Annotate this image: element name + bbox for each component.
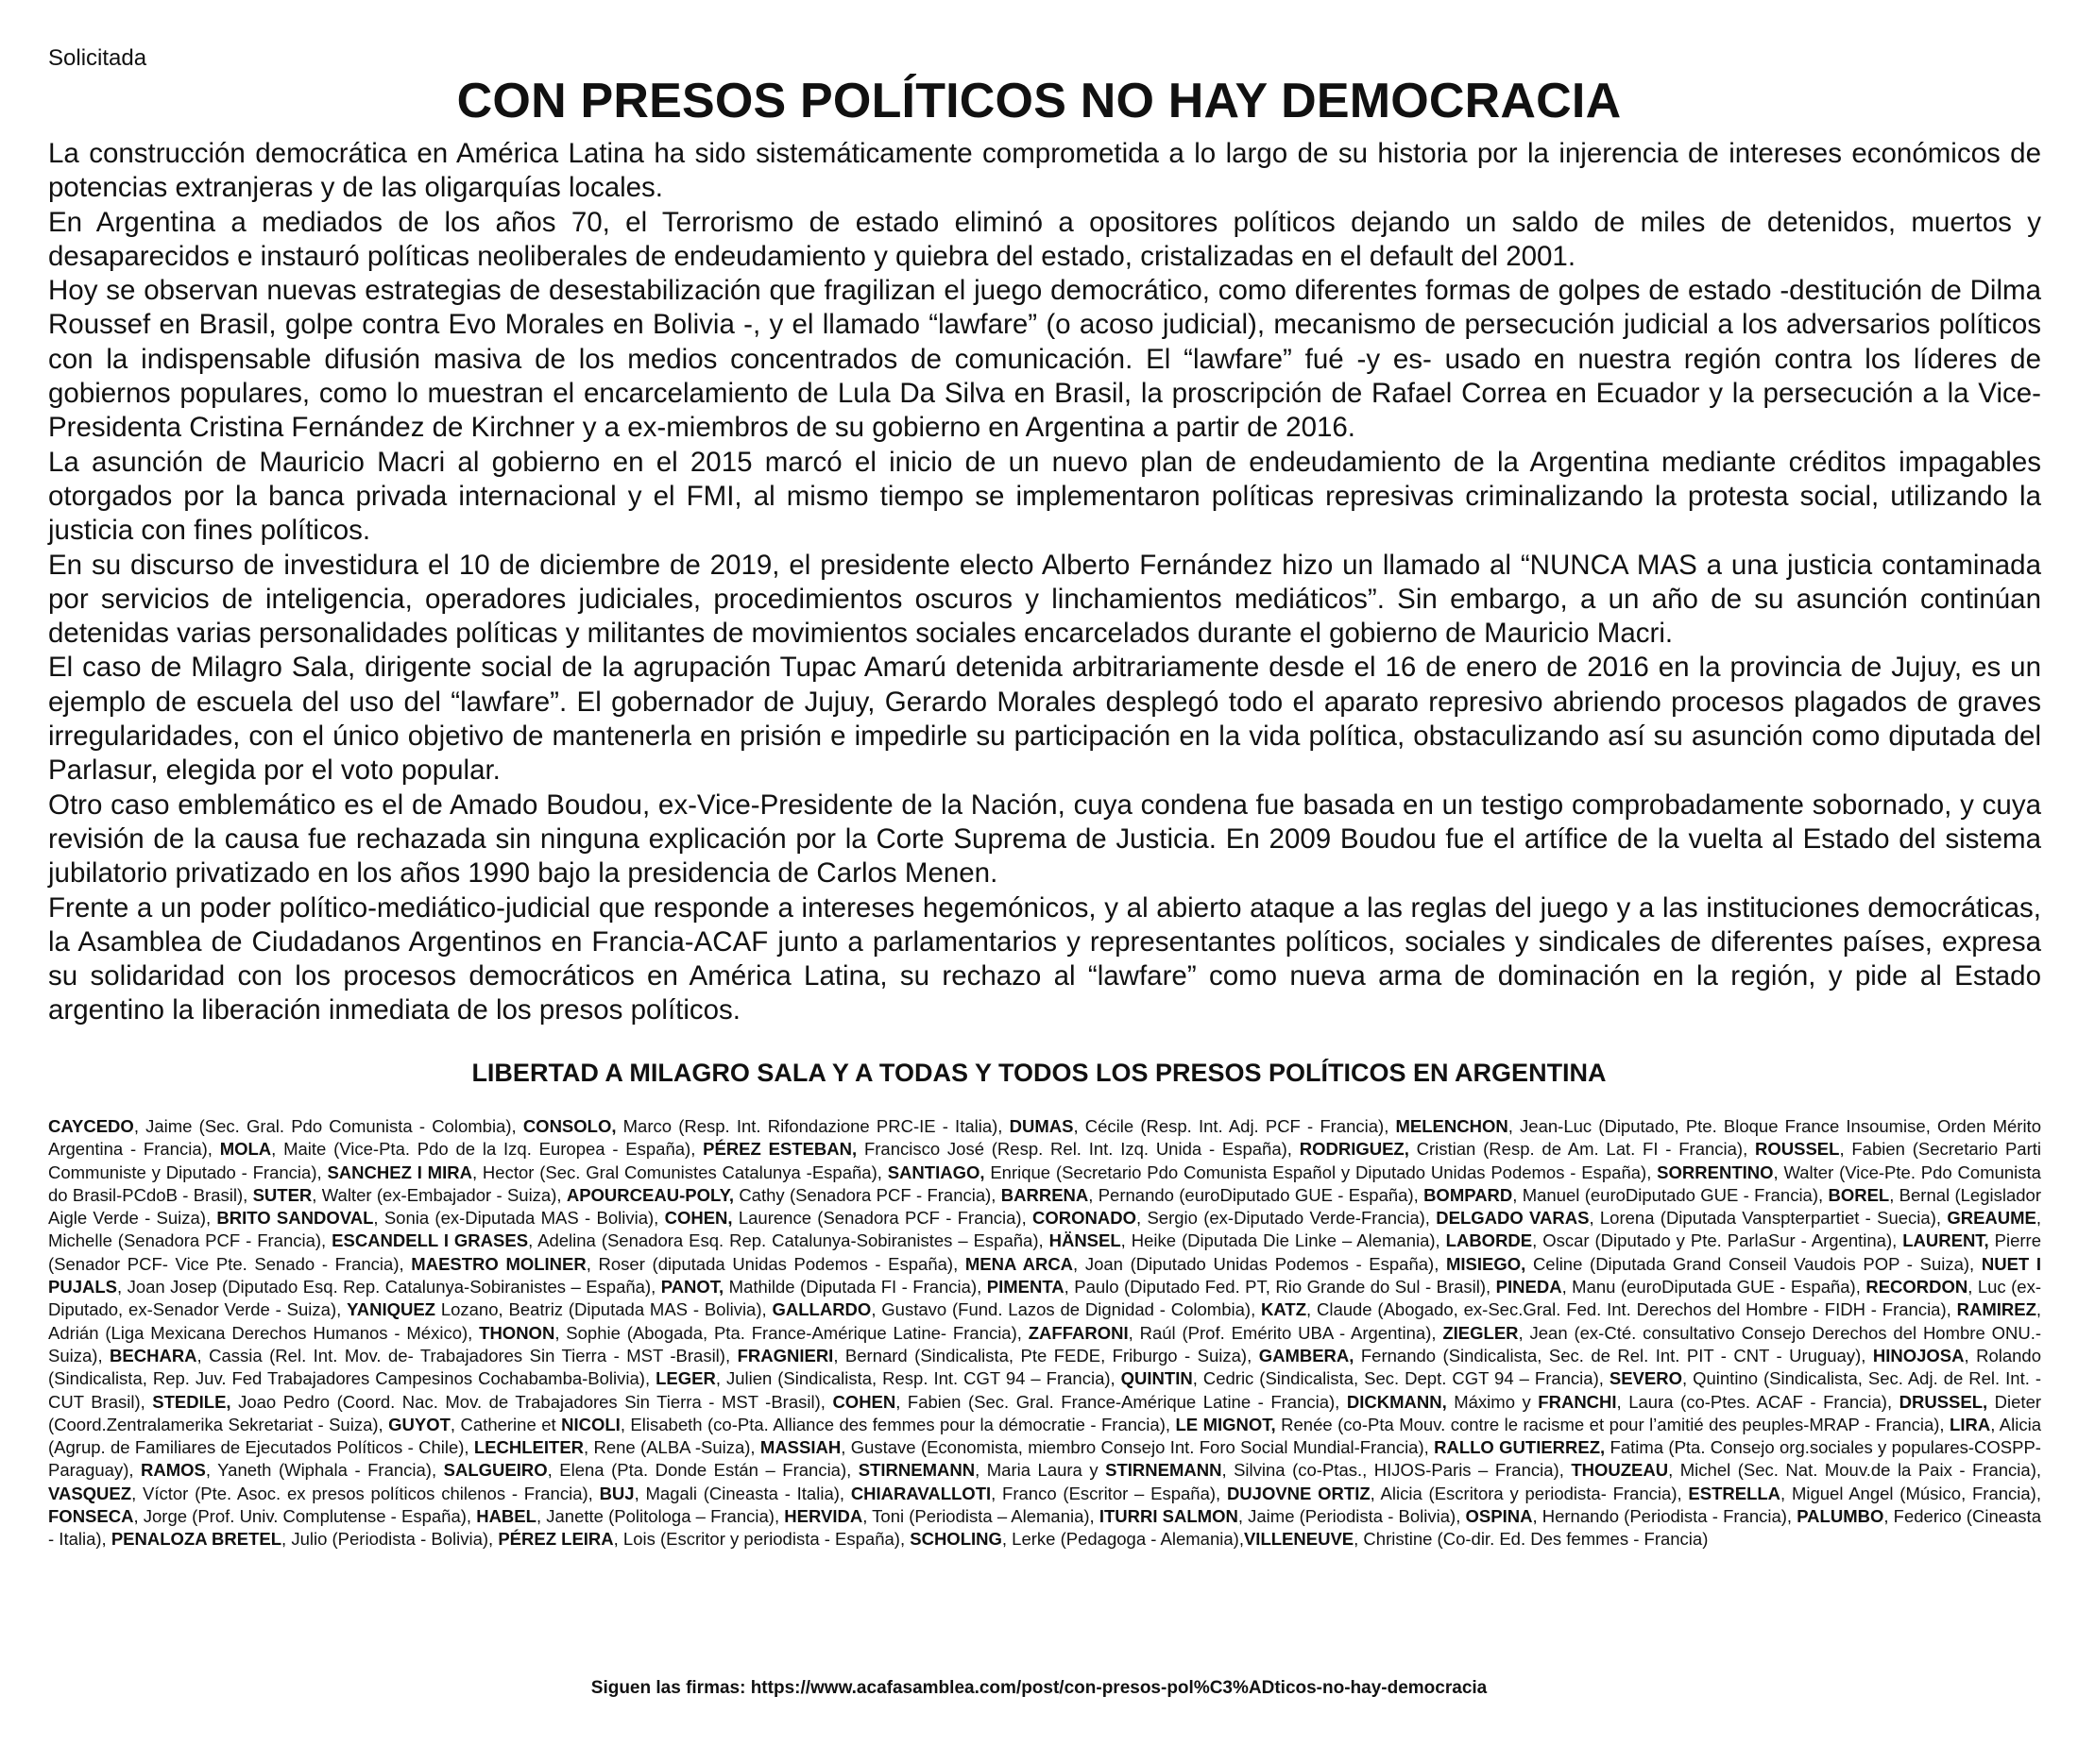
signer-entry <box>703 1139 1300 1159</box>
signer-affiliation: Cathy (Senadora PCF - Francia), <box>734 1184 1001 1205</box>
signer-affiliation: , Adrián (Liga Mexicana Derechos Humanos - México), <box>48 1299 2042 1343</box>
signer-affiliation: , Hector (Sec. Gral Comunistes Catalunya -España), <box>471 1162 888 1182</box>
signer-affiliation: Máximo y <box>1446 1391 1539 1412</box>
signer-affiliation: , Adelina (Senadora Esq. Rep. Catalunya-Sobiranistes – España), <box>528 1230 1049 1251</box>
signer-name: LECHLEITER <box>473 1437 585 1458</box>
signer-name: BRITO SANDOVAL <box>216 1208 374 1229</box>
signer-affiliation: , Elena (Pta. Donde Están – Francia), <box>547 1460 859 1481</box>
signer-entry <box>851 1484 1227 1503</box>
signer-entry <box>216 1208 664 1228</box>
signer-name: FRANCHI <box>1538 1391 1617 1412</box>
signer-name: YANIQUEZ <box>347 1299 435 1320</box>
signer-name: STIRNEMANN <box>858 1460 976 1481</box>
signer-entry <box>772 1299 1261 1319</box>
signer-name: MOLA <box>219 1139 272 1160</box>
signer-entry <box>965 1254 1446 1274</box>
signer-affiliation: , Luc (ex-Diputado, ex-Senador Verde - Suiza), <box>48 1277 2042 1320</box>
signer-affiliation: , Gustave (Economista, miembro Consejo Int. Foro Social Mundial-Francia), <box>841 1437 1435 1458</box>
signer-name: STIRNEMANN <box>1105 1460 1222 1481</box>
signer-name: ESCANDELL I GRASES <box>332 1230 529 1251</box>
signer-entry <box>1300 1139 1755 1159</box>
signer-entry <box>888 1162 1657 1182</box>
signer-entry <box>665 1208 1032 1228</box>
signer-affiliation: Joao Pedro (Coord. Nac. Mov. de Trabajadores Sin Tierra - MST -Brasil), <box>230 1391 833 1412</box>
signer-name: PINEDA <box>1495 1277 1562 1298</box>
signer-entry <box>152 1392 832 1412</box>
signer-affiliation: , Sophie (Abogada, Pta. France-Amérique Latine- Francia), <box>554 1322 1029 1343</box>
signer-name: RAMIREZ <box>1956 1299 2036 1320</box>
signer-entry <box>1423 1185 1828 1205</box>
headline: CON PRESOS POLÍTICOS NO HAY DEMOCRACIA <box>456 74 1622 128</box>
signer-name: VILLENEUVE <box>1243 1529 1354 1550</box>
body-paragraph: La asunción de Mauricio Macri al gobierno en el 2015 marcó el inicio de un nuevo plan de endeudamiento de la Argentina mediante créditos impagables otorgados por la banca privada internacional y el FMI, al mismo tiempo se implementaron políticas represivas criminalizando la protesta social, utilizando la justicia con fines políticos. <box>48 446 2041 547</box>
signer-affiliation: , Janette (Politologa – Francia), <box>536 1506 785 1527</box>
signer-affiliation: , Lerke (Pedagoga - Alemania), <box>1001 1529 1244 1550</box>
signer-name: CORONADO <box>1032 1208 1137 1229</box>
signer-affiliation: , Víctor (Pte. Asoc. ex presos políticos chilenos - Francia), <box>131 1483 600 1503</box>
signer-name: BOREL <box>1828 1184 1890 1205</box>
signer-name: ESTRELLA <box>1688 1483 1781 1503</box>
signer-entry <box>1496 1277 1866 1297</box>
signer-affiliation: , Manuel (euroDiputado GUE - Francia), <box>1512 1184 1829 1205</box>
signer-affiliation: Laurence (Senadora PCF - Francia), <box>732 1208 1033 1229</box>
signer-name: PÉREZ LEIRA <box>498 1529 614 1550</box>
signer-name: MISIEGO, <box>1446 1253 1526 1274</box>
signer-affiliation: , Alicia (Agrup. de Familiares de Ejecutados Políticos - Chile), <box>48 1414 2042 1458</box>
signer-affiliation: , Yaneth (Wiphala - Francia), <box>205 1460 444 1481</box>
signer-name: RAMOS <box>141 1460 206 1481</box>
signer-name: COHEN <box>832 1391 896 1412</box>
signer-name: SANCHEZ I MIRA <box>327 1162 472 1182</box>
signer-name: BUJ <box>599 1483 635 1503</box>
signer-name: DUJOVNE ORTIZ <box>1226 1483 1371 1503</box>
signer-entry <box>1175 1415 1950 1434</box>
signer-entry <box>859 1460 1105 1480</box>
signer-entry <box>656 1368 1121 1388</box>
signer-affiliation: , Jaime (Sec. Gral. Pdo Comunista - Colombia), <box>133 1116 523 1136</box>
signer-affiliation: Enrique (Secretario Pdo Comunista Español y Diputado Unidas Podemos - España), <box>984 1162 1658 1182</box>
body-paragraph: El caso de Milagro Sala, dirigente social de la agrupación Tupac Amarú detenida arbitrariamente desde el 16 de enero de 2016 en la provincia de Jujuy, es un ejemplo de escuela del uso del “lawfare”. El gobernador de Jujuy, Gerardo Morales desplegó todo el aparato represivo abriendo procesos plagados de graves irregularidades, con el único objetivo de mantenerla en prisión e impedirle su participación en la vida política, obstaculizando así su asunción como diputada del Parlasur, elegida por el voto popular. <box>48 652 2041 787</box>
signer-affiliation: , Lorena (Diputada Vanspterpartiet - Suecia), <box>1589 1208 1948 1229</box>
signer-entry <box>48 1484 600 1503</box>
signer-affiliation: Pierre (Senador PCF- Vice Pte. Senado - Francia), <box>48 1230 2042 1274</box>
kicker-label: Solicitada <box>48 45 147 71</box>
signer-affiliation: , Federico (Cineasta - Italia), <box>48 1506 2041 1550</box>
signer-affiliation: Fernando (Sindicalista, Sec. de Rel. Int. PIT - CNT - Uruguay), <box>1354 1345 1873 1365</box>
body-paragraph: Otro caso emblemático es el de Amado Boudou, ex-Vice-Presidente de la Nación, cuya condena fue basada en un testigo comprobadamente sobornado, y cuya revisión de la causa fue rechazada sin ninguna explicación por la Corte Suprema de Justicia. En 2009 Boudou fue el artífice de la vuelta al Estado del sistema jubilatorio privatizado en los años 1990 bajo la presidencia de Carlos Menen. <box>48 789 2041 890</box>
signer-name: HERVIDA <box>784 1506 863 1527</box>
signer-affiliation: , Jean-Luc (Diputado, Pte. Bloque France Insoumise, Orden Mérito Argentina - Francia), <box>48 1116 2041 1160</box>
signer-entry <box>1571 1460 2041 1480</box>
signer-affiliation: , Joan Josep (Diputado Esq. Rep. Catalunya-Sobiranistes – España), <box>117 1277 661 1298</box>
signer-entry <box>141 1460 444 1480</box>
signer-affiliation: , Oscar (Diputado y Pte. ParlaSur - Argentina), <box>1532 1230 1903 1251</box>
signer-affiliation: , Quintino (Sindicalista, Sec. Adj. de Rel. Int. - CUT Brasil), <box>48 1368 2042 1412</box>
signer-name: SANTIAGO, <box>887 1162 985 1182</box>
signer-affiliation: , Manu (euroDiputada GUE - España), <box>1561 1277 1866 1298</box>
signer-name: CHIARAVALLOTI <box>850 1483 992 1503</box>
signer-affiliation: , Elisabeth (co-Pta. Alliance des femmes pour la démocratie - Francia), <box>620 1414 1176 1434</box>
signer-affiliation: , Joan (Diputado Unidas Podemos - España), <box>1073 1253 1446 1274</box>
signer-affiliation: , Walter (Vice-Pte. Pdo Comunista do Brasil-PCdoB - Brasil), <box>48 1162 2041 1205</box>
signer-name: ZIEGLER <box>1442 1322 1519 1343</box>
signer-entry <box>784 1506 1099 1526</box>
signer-affiliation: , Magali (Cineasta - Italia), <box>634 1483 851 1503</box>
signer-affiliation: , Roser (diputada Unidas Podemos - España), <box>586 1253 965 1274</box>
signer-affiliation: , Franco (Escritor – España), <box>991 1483 1227 1503</box>
signer-name: NUET I PUJALS <box>48 1253 2041 1298</box>
signer-entry <box>347 1299 772 1319</box>
signer-name: DUMAS <box>1009 1116 1074 1136</box>
signer-name: ROUSSEL <box>1755 1139 1840 1160</box>
signer-entry <box>327 1162 887 1182</box>
signer-name: HINOJOSA <box>1872 1345 1965 1365</box>
signer-name: DICKMANN, <box>1346 1391 1447 1412</box>
signer-entry <box>253 1185 567 1205</box>
signer-name: CAYCEDO <box>48 1116 134 1136</box>
signer-affiliation: , Miguel Angel (Músico, Francia), <box>1780 1483 2041 1503</box>
signer-name: THOUZEAU <box>1571 1460 1669 1481</box>
signer-name: STEDILE, <box>152 1391 231 1412</box>
signer-affiliation: , Cassia (Rel. Int. Mov. de- Trabajadores Sin Tierra - MST -Brasil), <box>196 1345 738 1365</box>
signer-name: PÉREZ ESTEBAN, <box>703 1139 858 1160</box>
signer-entry <box>661 1277 987 1297</box>
body-paragraph: Hoy se observan nuevas estrategias de desestabilización que fragilizan el juego democrático, como diferentes formas de golpes de estado -destitución de Dilma Roussef en Brasil, golpe contra Evo Morales en Bolivia -, y el llamado “lawfare” (o acoso judicial), mecanismo de persecución judicial a los adversarios políticos con la indispensable difusión masiva de los medios concentrados de comunicación. El “lawfare” fué -y es- usado en nuestra región contra los líderes de gobiernos populares, como lo muestran el encarcelamiento de Lula Da Silva en Brasil, la proscripción de Rafael Correa en Ecuador y la persecución a la Vice-Presidenta Cristina Fernández de Kirchner y a ex-miembros de su gobierno en Argentina a partir de 2016. <box>48 275 2041 444</box>
body-paragraph: Frente a un poder político-mediático-judicial que responde a intereses hegemónicos, y al abierto ataque a las reglas del juego y a las instituciones democráticas, la Asamblea de Ciudadanos Argentinos en Francia-ACAF junto a parlamentarios y representantes políticos, sociales y sindicales de diferentes países, expresa su solidaridad con los procesos democráticos en América Latina, su rechazo al “lawfare” como nueva arma de dominación en la región, y pide al Estado argentino la liberación inmediata de los presos políticos. <box>48 891 2041 1026</box>
signer-affiliation: , Hernando (Periodista - Francia), <box>1532 1506 1797 1527</box>
signer-name: VASQUEZ <box>48 1483 132 1503</box>
signer-name: FONSECA <box>48 1506 134 1527</box>
signer-affiliation: Cristian (Resp. de Am. Lat. FI - Francia), <box>1408 1139 1755 1160</box>
signer-affiliation: , Rene (ALBA -Suiza), <box>584 1437 760 1458</box>
signer-entry <box>1049 1230 1446 1250</box>
signer-entry <box>561 1415 1175 1434</box>
signer-name: RECORDON <box>1865 1277 1968 1298</box>
signer-affiliation: , Sergio (ex-Diputado Verde-Francia), <box>1136 1208 1437 1229</box>
body-paragraph: La construcción democrática en América Latina ha sido sistemáticamente comprometida a lo largo de su historia por la injerencia de intereses económicos de potencias extranjeras y de las oligarquías locales. <box>48 138 2041 204</box>
signer-affiliation: , Michelle (Senadora PCF - Francia), <box>48 1208 2042 1251</box>
signer-entry <box>476 1506 784 1526</box>
signer-entry <box>220 1139 703 1159</box>
signer-affiliation: , Jaime (Periodista - Bolivia), <box>1237 1506 1466 1527</box>
signer-affiliation: , Rolando (Sindicalista, Rep. Juv. Fed Trabajadores Campesinos Cochabamba-Bolivia), <box>48 1345 2042 1389</box>
signer-name: MAESTRO MOLINER <box>411 1253 587 1274</box>
signer-affiliation: , Raúl (Prof. Emérito UBA - Argentina), <box>1128 1322 1443 1343</box>
signer-affiliation: , Fabien (Secretario Parti Communiste y Diputado - Francia), <box>48 1139 2042 1182</box>
signer-affiliation: Celine (Diputada Grand Conseil Vaudois POP - Suiza), <box>1525 1253 1982 1274</box>
signer-name: PALUMBO <box>1797 1506 1884 1527</box>
signer-affiliation: , Bernal (Legislador Aigle Verde - Suiza), <box>48 1184 2041 1229</box>
signer-entry <box>498 1529 910 1549</box>
signer-entry <box>1227 1484 1688 1503</box>
signer-affiliation: , Toni (Periodista – Alemania), <box>862 1506 1099 1527</box>
signer-entry <box>987 1277 1496 1297</box>
signer-name: MENA ARCA <box>964 1253 1074 1274</box>
signer-name: THONON <box>479 1322 555 1343</box>
signer-entry <box>411 1254 965 1274</box>
signer-name: MASSIAH <box>759 1437 842 1458</box>
signer-entry <box>1010 1116 1396 1136</box>
signer-name: DRUSSEL, <box>1899 1391 1988 1412</box>
body-paragraph: En su discurso de investidura el 10 de diciembre de 2019, el presidente electo Alberto Fernández hizo un llamado al “NUNCA MAS a una justicia contaminada por servicios de inteligencia, operadores judiciales, procedimientos oscuros y linchamientos mediáticos”. Sin embargo, a un año de su asunción continúan detenidas varias personalidades políticas y militantes de movimientos sociales encarcelados durante el gobierno de Mauricio Macri. <box>48 549 2041 650</box>
signer-entry <box>1261 1299 1957 1319</box>
signer-affiliation: , Sonia (ex-Diputada MAS - Bolivia), <box>373 1208 665 1229</box>
signer-affiliation: , Gustavo (Fund. Lazos de Dignidad - Colombia), <box>871 1299 1262 1320</box>
signer-name: LE MIGNOT, <box>1175 1414 1276 1434</box>
signer-name: BOMPARD <box>1423 1184 1513 1205</box>
signer-name: GREAUME <box>1947 1208 2036 1229</box>
signer-name: QUINTIN <box>1120 1368 1193 1389</box>
signer-entry <box>332 1230 1048 1250</box>
signer-affiliation: , Julien (Sindicalista, Resp. Int. CGT 94 – Francia), <box>715 1368 1121 1389</box>
signer-entry <box>600 1484 851 1503</box>
signer-affiliation: , Maite (Vice-Pta. Pdo de la Izq. Europea - España), <box>271 1139 704 1160</box>
signer-entry <box>111 1529 499 1549</box>
signer-entry <box>1001 1185 1423 1205</box>
signer-entry <box>474 1437 760 1457</box>
signer-entry <box>1446 1254 1982 1274</box>
signer-entry <box>567 1185 1001 1205</box>
signer-entry <box>1688 1484 2041 1503</box>
signer-entry <box>1105 1460 1571 1480</box>
signer-affiliation: , Silvina (co-Ptas., HIJOS-Paris – Francia), <box>1221 1460 1572 1481</box>
signer-affiliation: Renée (co-Pta Mouv. contre le racisme et pour l’amitié des peuples-MRAP - Francia), <box>1275 1414 1950 1434</box>
signer-name: KATZ <box>1261 1299 1306 1320</box>
signer-name: GALLARDO <box>772 1299 872 1320</box>
signer-entry <box>1032 1208 1436 1228</box>
signer-name: BECHARA <box>110 1345 197 1365</box>
signer-name: GUYOT <box>388 1414 451 1434</box>
signer-name: SUTER <box>252 1184 313 1205</box>
signer-name: HABEL <box>476 1506 537 1527</box>
signer-name: DELGADO VARAS <box>1436 1208 1590 1229</box>
signer-name: LABORDE <box>1445 1230 1533 1251</box>
body-text <box>48 137 2041 1028</box>
signer-affiliation: , Cedric (Sindicalista, Sec. Dept. CGT 94 – Francia), <box>1192 1368 1610 1389</box>
signer-name: SEVERO <box>1609 1368 1682 1389</box>
signer-affiliation: Lozano, Beatriz (Diputada MAS - Bolivia), <box>434 1299 773 1320</box>
signer-name: LEGER <box>656 1368 716 1389</box>
signer-entry <box>832 1392 1346 1412</box>
signer-name: LAURENT, <box>1902 1230 1989 1251</box>
signer-name: MELENCHON <box>1395 1116 1508 1136</box>
body-paragraph: En Argentina a mediados de los años 70, el Terrorismo de estado eliminó a opositores políticos dejando un saldo de miles de detenidos, muertos y desaparecidos e instauró políticas neoliberales de endeudamiento y quiebra del estado, cristalizadas en el default del 2001. <box>48 206 2041 272</box>
signer-affiliation: , Claude (Abogado, ex-Sec.Gral. Fed. Int. Derechos del Hombre - FIDH - Francia), <box>1306 1299 1957 1320</box>
signer-name: SALGUEIRO <box>443 1460 548 1481</box>
signer-entry <box>1436 1208 1947 1228</box>
slogan-heading: LIBERTAD A MILAGRO SALA Y A TODAS Y TODOS LOS PRESOS POLÍTICOS EN ARGENTINA <box>471 1059 1607 1087</box>
signer-name: CONSOLO, <box>522 1116 617 1136</box>
signer-affiliation: , Jean (ex-Cté. consultativo Consejo Derechos del Hombre ONU.- Suiza), <box>48 1322 2041 1365</box>
signer-affiliation: , Catherine et <box>450 1414 562 1434</box>
signer-affiliation: Francisco José (Resp. Rel. Int. Izq. Unida - España), <box>857 1139 1300 1160</box>
signer-affiliation: , Paulo (Diputado Fed. PT, Rio Grande do Sul - Brasil), <box>1064 1277 1496 1298</box>
signer-entry <box>110 1346 738 1365</box>
signer-affiliation: , Laura (co-Ptes. ACAF - Francia), <box>1616 1391 1899 1412</box>
signer-affiliation: , Pernando (euroDiputado GUE - España), <box>1088 1184 1424 1205</box>
signer-affiliation: , Lois (Escritor y periodista - España), <box>613 1529 911 1550</box>
signer-entry <box>1029 1323 1443 1343</box>
signer-affiliation: , Alicia (Escritora y periodista- Francia), <box>1370 1483 1689 1503</box>
signer-name: BARRENA <box>1000 1184 1089 1205</box>
signer-entry <box>1259 1346 1873 1365</box>
signer-entry <box>1538 1392 1899 1412</box>
signer-name: SCHOLING <box>910 1529 1002 1550</box>
signer-name: RALLO GUTIERREZ, <box>1434 1437 1606 1458</box>
signer-affiliation: , Christine (Co-dir. Ed. Des femmes - Francia) <box>1354 1529 1709 1550</box>
signer-affiliation: Fatima (Pta. Consejo org.sociales y populares-COSPP- Paraguay), <box>48 1437 2041 1481</box>
signers-list <box>48 1115 2041 1552</box>
signer-affiliation: , Jorge (Prof. Univ. Complutense - España), <box>133 1506 477 1527</box>
signer-name: PENALOZA BRETEL <box>111 1529 282 1550</box>
signer-entry <box>760 1437 1434 1457</box>
signer-entry <box>1446 1230 1903 1250</box>
signer-entry <box>1244 1529 1708 1549</box>
signer-affiliation: , Fabien (Sec. Gral. France-Amérique Latine - Francia), <box>895 1391 1347 1412</box>
signer-name: RODRIGUEZ, <box>1299 1139 1409 1160</box>
signer-name: LIRA <box>1950 1414 1991 1434</box>
signer-name: FRAGNIERI <box>737 1345 834 1365</box>
signer-entry <box>388 1415 561 1434</box>
signer-affiliation: , Michel (Sec. Nat. Mouv.de la Paix - Francia), <box>1668 1460 2041 1481</box>
signer-name: NICOLI <box>561 1414 621 1434</box>
signer-name: HÄNSEL <box>1048 1230 1121 1251</box>
signer-affiliation: Dieter (Coord.Zentralamerika Sekretariat - Suiza), <box>48 1391 2042 1434</box>
signer-name: PANOT, <box>660 1277 724 1298</box>
signer-entry <box>48 1506 476 1526</box>
signer-name: ITURRI SALMON <box>1099 1506 1238 1527</box>
signer-entry <box>444 1460 859 1480</box>
signer-name: OSPINA <box>1465 1506 1533 1527</box>
signer-entry <box>1347 1392 1538 1412</box>
signer-name: ZAFFARONI <box>1028 1322 1129 1343</box>
signer-affiliation: , Walter (ex-Embajador - Suiza), <box>312 1184 567 1205</box>
footer-signatures-link[interactable]: Siguen las firmas: https://www.acafasamblea.com/post/con-presos-pol%C3%ADticos-no-hay-democracia <box>590 1678 1488 1698</box>
signer-entry <box>1466 1506 1797 1526</box>
signer-entry <box>479 1323 1029 1343</box>
signer-affiliation: , Cécile (Resp. Int. Adj. PCF - Francia), <box>1073 1116 1396 1136</box>
signer-entry <box>1099 1506 1466 1526</box>
signer-name: APOURCEAU-POLY, <box>566 1184 734 1205</box>
signer-entry <box>1121 1368 1610 1388</box>
signer-affiliation: Marco (Resp. Int. Rifondazione PRC-IE - Italia), <box>616 1116 1010 1136</box>
signer-entry <box>523 1116 1010 1136</box>
signer-affiliation: Mathilde (Diputada FI - Francia), <box>724 1277 987 1298</box>
signer-affiliation: , Julio (Periodista - Bolivia), <box>281 1529 499 1550</box>
signer-affiliation: , Maria Laura y <box>975 1460 1106 1481</box>
signer-name: COHEN, <box>664 1208 733 1229</box>
signer-affiliation: , Bernard (Sindicalista, Pte FEDE, Friburgo - Suiza), <box>833 1345 1259 1365</box>
signer-name: PIMENTA <box>986 1277 1065 1298</box>
signer-affiliation: , Heike (Diputada Die Linke – Alemania), <box>1120 1230 1446 1251</box>
signer-entry <box>738 1346 1259 1365</box>
signer-name: SORRENTINO <box>1657 1162 1774 1182</box>
signer-entry <box>910 1529 1244 1549</box>
signer-entry <box>48 1116 523 1136</box>
signer-name: GAMBERA, <box>1258 1345 1354 1365</box>
